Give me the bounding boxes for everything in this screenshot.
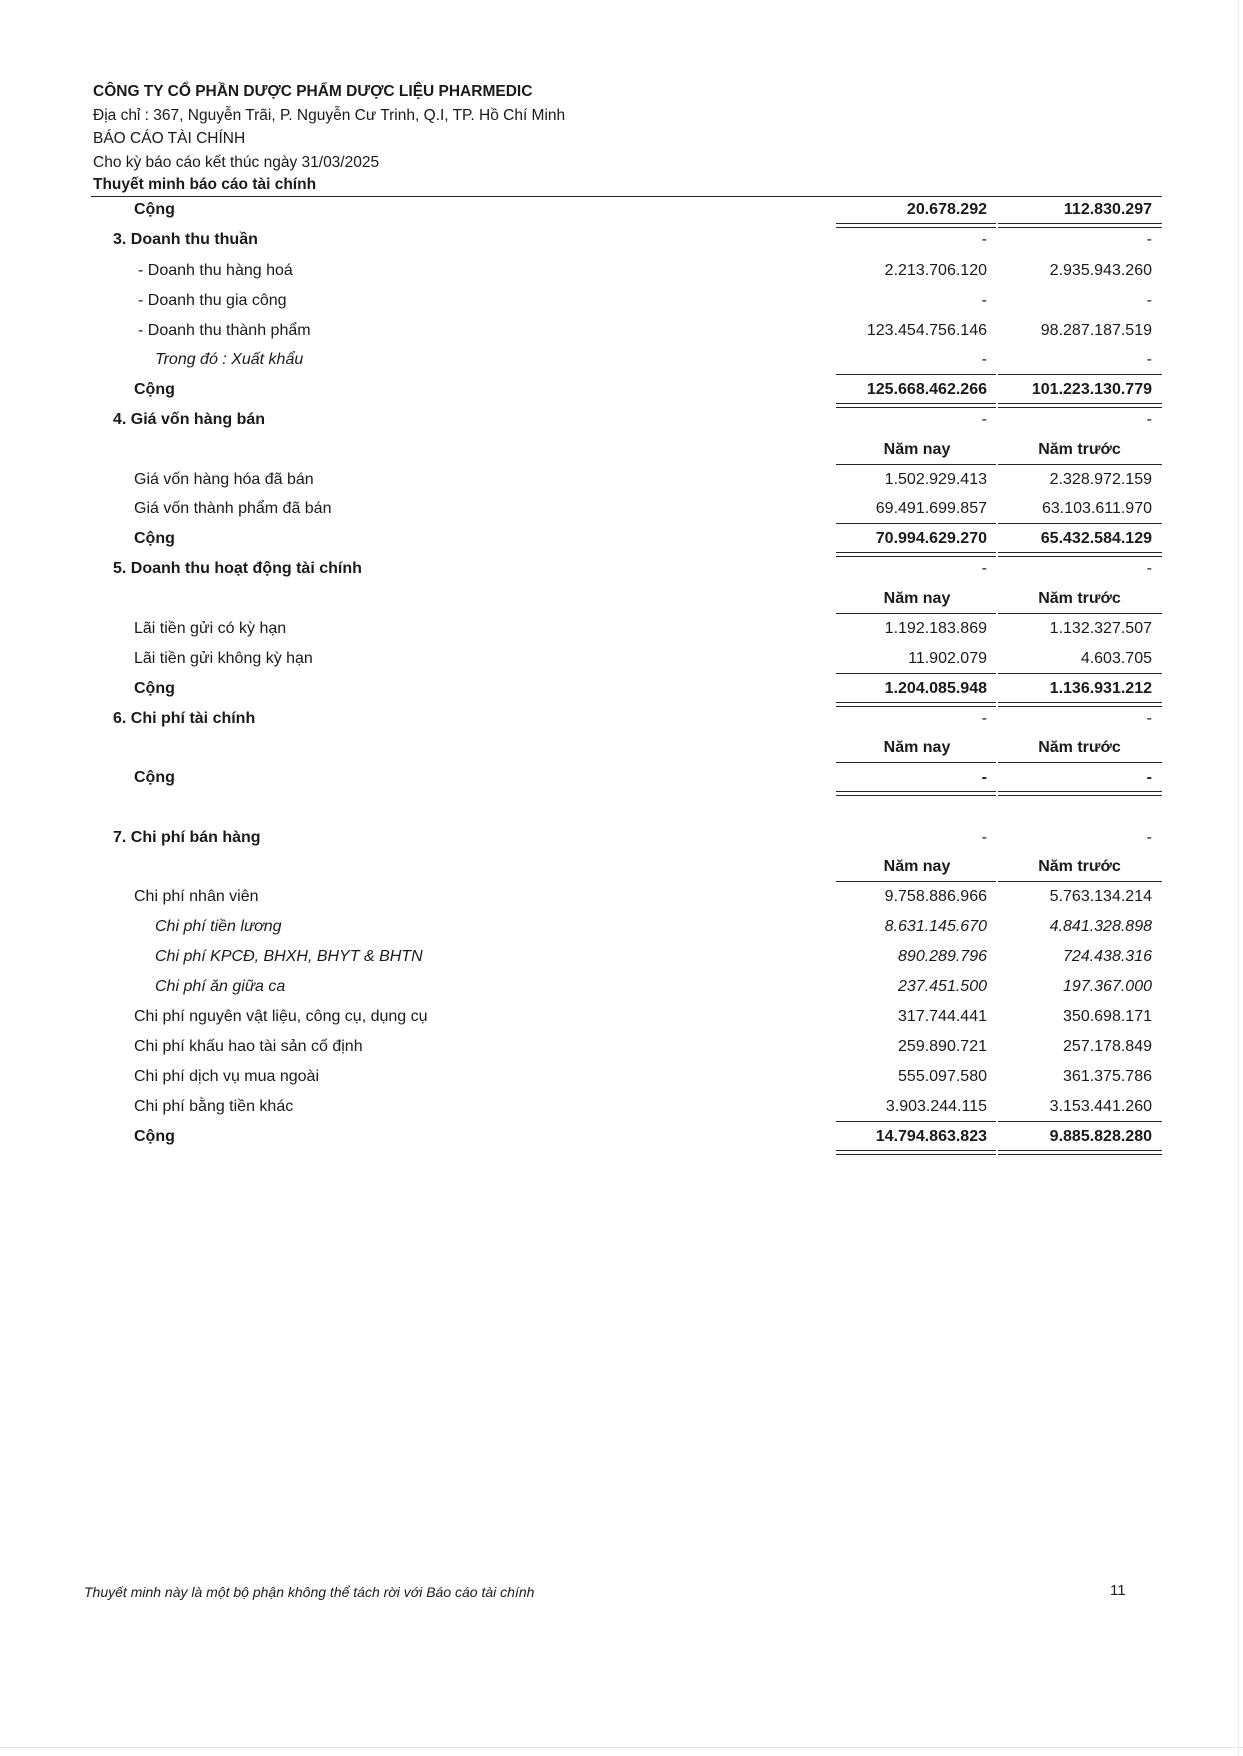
table-row [0, 1002, 1243, 1032]
table-row [0, 763, 1243, 793]
column-header-current: Năm nay [883, 858, 951, 875]
value-prior: 5.763.134.214 [1049, 888, 1152, 905]
double-underline [836, 223, 996, 224]
row-label: Lãi tiền gửi có kỳ hạn [134, 620, 287, 637]
row-label: Chi phí tiền lương [155, 918, 282, 935]
row-label: Chi phí nguyên vật liệu, công cụ, dụng cụ [134, 1008, 428, 1025]
table-row [0, 1122, 1243, 1152]
value-prior: 3.153.441.260 [1049, 1098, 1152, 1115]
table-row [0, 1032, 1243, 1062]
value-current: - [981, 292, 987, 309]
column-header-current: Năm nay [883, 739, 951, 756]
row-label: Chi phí khấu hao tài sản cố định [134, 1038, 363, 1055]
section-heading-row [0, 405, 1243, 435]
value-prior: 361.375.786 [1063, 1068, 1152, 1085]
column-header-row [0, 733, 1243, 763]
value-current: - [981, 560, 987, 577]
value-current: 237.451.500 [898, 978, 987, 995]
value-current: 259.890.721 [898, 1038, 987, 1055]
value-current: 3.903.244.115 [885, 1098, 987, 1115]
double-underline [998, 1154, 1162, 1155]
row-label: - Doanh thu hàng hoá [138, 262, 293, 279]
section-heading-row [0, 554, 1243, 584]
column-header-row [0, 852, 1243, 882]
section-title: 5. Doanh thu hoạt động tài chính [113, 560, 362, 577]
value-prior: 9.885.828.280 [1049, 1128, 1152, 1145]
value-prior: - [1146, 231, 1152, 248]
value-current: - [981, 231, 987, 248]
value-prior: - [1146, 560, 1152, 577]
row-label: - Doanh thu thành phẩm [138, 322, 311, 339]
table-row [0, 316, 1243, 346]
table-row [0, 345, 1243, 375]
section-heading-row [0, 225, 1243, 255]
value-current: 890.289.796 [898, 948, 987, 965]
value-prior: 197.367.000 [1063, 978, 1152, 995]
row-label: Chi phí bằng tiền khác [134, 1098, 294, 1115]
value-prior: 2.935.943.260 [1049, 262, 1152, 279]
value-current: 317.744.441 [898, 1008, 987, 1025]
value-current: 70.994.629.270 [875, 530, 987, 547]
report-period: Cho kỳ báo cáo kết thúc ngày 31/03/2025 [93, 153, 380, 171]
table-row [0, 1092, 1243, 1122]
value-current: 9.758.886.966 [884, 888, 987, 905]
table-row [0, 644, 1243, 674]
value-prior: 65.432.584.129 [1040, 530, 1152, 547]
total-label: Cộng [134, 530, 175, 547]
table-row [0, 912, 1243, 942]
column-header-row [0, 584, 1243, 614]
value-current: 69.491.699.857 [875, 500, 987, 517]
section-heading-row [0, 823, 1243, 853]
column-header-row [0, 435, 1243, 465]
value-prior: 98.287.187.519 [1040, 322, 1152, 339]
row-label: Chi phí ăn giữa ca [155, 978, 286, 995]
column-header-current: Năm nay [883, 441, 951, 458]
row-label: Lãi tiền gửi không kỳ hạn [134, 650, 313, 667]
value-prior: - [1146, 351, 1152, 368]
row-label: Giá vốn thành phẩm đã bán [134, 500, 332, 517]
total-label: Cộng [134, 381, 175, 398]
value-prior: - [1146, 829, 1152, 846]
row-label: Giá vốn hàng hóa đã bán [134, 471, 314, 488]
table-row [0, 465, 1243, 495]
value-current: 1.502.929.413 [884, 471, 987, 488]
table-row [0, 195, 1243, 225]
section-title: 6. Chi phí tài chính [113, 710, 256, 727]
value-prior: - [1146, 769, 1152, 786]
company-address: Địa chỉ : 367, Nguyễn Trãi, P. Nguyễn Cư Trinh, Q.I, TP. Hồ Chí Minh [93, 106, 566, 124]
value-current: 14.794.863.823 [875, 1128, 987, 1145]
double-underline [998, 552, 1162, 553]
column-header-prior: Năm trước [1038, 858, 1121, 875]
value-prior: 4.603.705 [1080, 650, 1152, 667]
value-current: 1.192.183.869 [884, 620, 987, 637]
double-underline [998, 1150, 1162, 1151]
total-label: Cộng [134, 201, 175, 218]
table-row [0, 286, 1243, 316]
section-title: 4. Giá vốn hàng bán [113, 411, 266, 428]
double-underline [998, 223, 1162, 224]
column-header-prior: Năm trước [1038, 441, 1121, 458]
column-header-prior: Năm trước [1038, 590, 1121, 607]
table-row [0, 972, 1243, 1002]
value-current: 8.631.145.670 [884, 918, 987, 935]
value-prior: 1.132.327.507 [1049, 620, 1152, 637]
value-current: - [981, 351, 987, 368]
value-current: 123.454.756.146 [866, 322, 987, 339]
value-prior: - [1146, 411, 1152, 428]
value-current: 2.213.706.120 [884, 262, 987, 279]
section-heading-row [0, 704, 1243, 734]
row-label: Trong đó : Xuất khẩu [155, 351, 304, 368]
value-prior: 2.328.972.159 [1049, 471, 1152, 488]
table-row [0, 256, 1243, 286]
double-underline [836, 403, 996, 404]
value-current: 555.097.580 [898, 1068, 987, 1085]
table-row [0, 882, 1243, 912]
value-current: - [981, 411, 987, 428]
value-current: - [981, 769, 987, 786]
row-label: Chi phí nhân viên [134, 888, 259, 905]
value-current: 1.204.085.948 [884, 680, 987, 697]
value-prior: 112.830.297 [1063, 201, 1152, 218]
column-header-prior: Năm trước [1038, 739, 1121, 756]
value-prior: 1.136.931.212 [1049, 680, 1152, 697]
table-row [0, 674, 1243, 704]
company-name: CÔNG TY CỔ PHẦN DƯỢC PHẨM DƯỢC LIỆU PHARMEDIC [93, 83, 533, 100]
report-header [93, 80, 1163, 195]
table-row [0, 1062, 1243, 1092]
row-label: Chi phí dịch vụ mua ngoài [134, 1068, 319, 1085]
double-underline [836, 795, 996, 796]
value-current: 11.902.079 [908, 650, 987, 667]
value-current: - [981, 710, 987, 727]
value-current: - [981, 829, 987, 846]
value-prior: 4.841.328.898 [1049, 918, 1152, 935]
column-header-current: Năm nay [883, 590, 951, 607]
total-label: Cộng [134, 680, 175, 697]
value-prior: - [1146, 710, 1152, 727]
double-underline [836, 702, 996, 703]
table-row [0, 524, 1243, 554]
double-underline [836, 552, 996, 553]
double-underline [998, 795, 1162, 796]
section-title: 3. Doanh thu thuần [113, 231, 258, 248]
value-current: 125.668.462.266 [866, 381, 987, 398]
double-underline [836, 1154, 996, 1155]
report-title: BÁO CÁO TÀI CHÍNH [93, 130, 246, 147]
value-prior: 724.438.316 [1063, 948, 1152, 965]
row-label: - Doanh thu gia công [138, 292, 287, 309]
value-prior: 350.698.171 [1063, 1008, 1152, 1025]
section-title: 7. Chi phí bán hàng [113, 829, 261, 846]
double-underline [836, 791, 996, 792]
scan-edge-line [0, 1747, 1243, 1748]
value-prior: - [1146, 292, 1152, 309]
value-prior: 63.103.611.970 [1041, 500, 1152, 517]
row-label: Chi phí KPCĐ, BHXH, BHYT & BHTN [155, 948, 423, 965]
table-row [0, 494, 1243, 524]
double-underline [998, 791, 1162, 792]
double-underline [998, 403, 1162, 404]
footer-note: Thuyết minh này là một bộ phận không thể tách rời với Báo cáo tài chính [84, 1584, 535, 1600]
page-number: 11 [1110, 1582, 1126, 1599]
value-prior: 101.223.130.779 [1031, 381, 1152, 398]
notes-title: Thuyết minh báo cáo tài chính [93, 176, 317, 193]
table-row [0, 375, 1243, 405]
scan-edge-line [1238, 0, 1239, 1756]
table-row [0, 942, 1243, 972]
total-label: Cộng [134, 769, 175, 786]
value-current: 20.678.292 [906, 201, 987, 218]
total-label: Cộng [134, 1128, 175, 1145]
double-underline [998, 702, 1162, 703]
double-underline [836, 1150, 996, 1151]
table-row [0, 614, 1243, 644]
value-prior: 257.178.849 [1063, 1038, 1152, 1055]
